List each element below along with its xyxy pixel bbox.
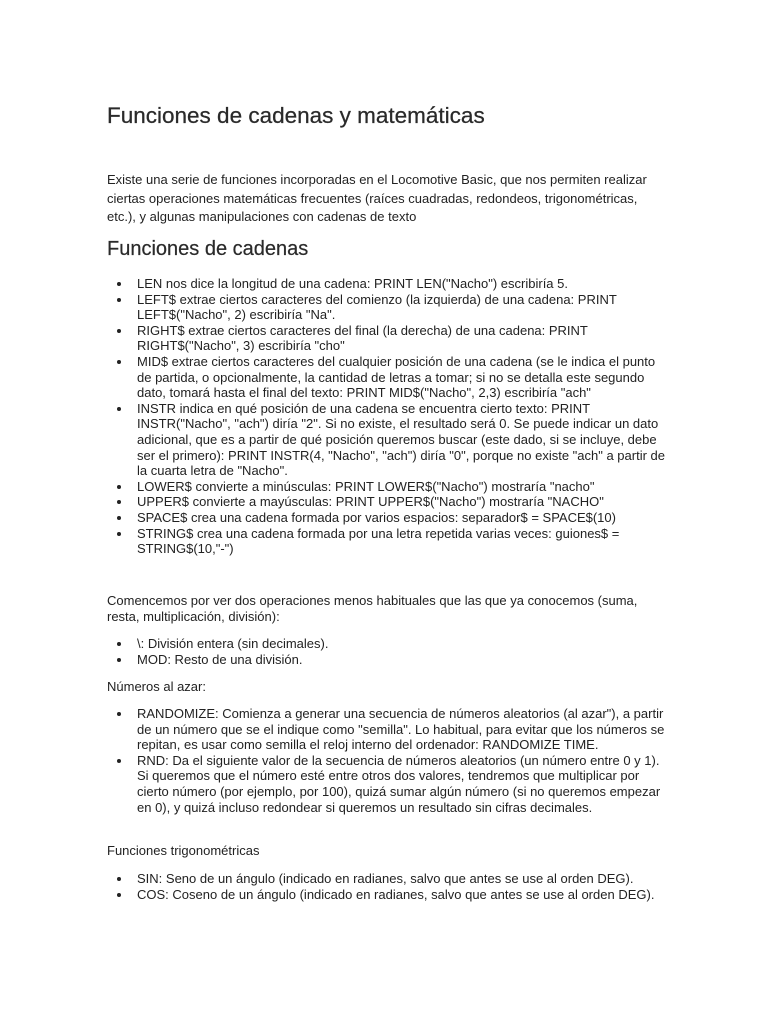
operations-list bbox=[107, 636, 667, 667]
list-item-text: LEFT$ extrae ciertos caracteres del comienzo (la izquierda) de una cadena: PRINT LEFT$("Nacho", 2) escribiría "Na". bbox=[137, 291, 617, 323]
list-item-text: COS: Coseno de un ángulo (indicado en radianes, salvo que antes se use al orden DEG). bbox=[137, 886, 655, 902]
random-label: Números al azar: bbox=[107, 679, 206, 694]
bullet-icon bbox=[117, 485, 121, 489]
bullet-icon bbox=[117, 658, 121, 662]
list-item-text: \: División entera (sin decimales). bbox=[137, 636, 329, 651]
list-item-text: STRING$ crea una cadena formada por una letra repetida varias veces: guiones$ = STRING$(10,"-") bbox=[137, 525, 620, 557]
list-item bbox=[107, 753, 667, 815]
list-item bbox=[107, 401, 667, 479]
bullet-icon bbox=[117, 360, 121, 364]
list-item-text: RIGHT$ extrae ciertos caracteres del final (la derecha) de una cadena: PRINT RIGHT$("Nacho", 3) escribiría "cho" bbox=[137, 322, 588, 354]
trig-label: Funciones trigonométricas bbox=[107, 843, 260, 858]
list-item bbox=[107, 323, 667, 354]
list-item-text: LEN nos dice la longitud de una cadena: PRINT LEN("Nacho") escribiría 5. bbox=[137, 276, 568, 291]
list-item bbox=[107, 479, 667, 495]
string-functions-list bbox=[107, 276, 667, 557]
page-title: Funciones de cadenas y matemáticas bbox=[107, 103, 485, 128]
trig-functions-list bbox=[107, 871, 667, 902]
bullet-icon bbox=[117, 532, 121, 536]
list-item bbox=[107, 706, 667, 753]
list-item-text: INSTR indica en qué posición de una cadena se encuentra cierto texto: PRINT INSTR("Nacho", "ach") diría "2". Si no existe, el resultado será 0. Se puede indicar un dato adicional, que es a partir de qué posición queremos buscar (este dado, si se incluye, debe ser el primero): PRINT INSTR(4, "Nacho", "ach") diría "0", porque no existe "ach" a partir de la cuarta letra de "Nacho". bbox=[137, 400, 665, 479]
bullet-icon bbox=[117, 298, 121, 302]
list-item bbox=[107, 636, 667, 652]
list-item-text: MID$ extrae ciertos caracteres del cualquier posición de una cadena (se le indica el punto de partida, o opcionalmente, la cantidad de letras a tomar; si no se detalla este segundo dato, tomará hasta el final del texto: PRINT MID$("Nacho", 2,3) escribiría "ach" bbox=[137, 353, 656, 401]
operations-intro-paragraph: Comencemos por ver dos operaciones menos habituales que las que ya conocemos (suma, resta, multiplicación, división): bbox=[107, 593, 638, 624]
intro-paragraph: Existe una serie de funciones incorporadas en el Locomotive Basic, que nos permiten realizar ciertas operaciones matemáticas frecuentes (raíces cuadradas, redondeos, trigonométricas, etc.), y algunas manipulaciones con cadenas de texto bbox=[107, 172, 647, 224]
bullet-icon bbox=[117, 407, 121, 411]
list-item bbox=[107, 887, 667, 903]
bullet-icon bbox=[117, 500, 121, 504]
bullet-icon bbox=[117, 282, 121, 286]
bullet-icon bbox=[117, 893, 121, 897]
bullet-icon bbox=[117, 642, 121, 646]
list-item-text: UPPER$ convierte a mayúsculas: PRINT UPPER$("Nacho") mostraría "NACHO" bbox=[137, 494, 604, 510]
bullet-icon bbox=[117, 516, 121, 520]
list-item-text: RND: Da el siguiente valor de la secuencia de números aleatorios (un número entre 0 y 1). Si queremos que el número esté entre otros dos valores, tendremos que multiplicar por cierto número (por ejemplo, por 100), quizá sumar algún número (si no queremos empezar en 0), y quizá incluso redondear si queremos un resultado sin cifras decimales. bbox=[137, 752, 661, 815]
random-functions-list bbox=[107, 706, 667, 815]
list-item-text: LOWER$ convierte a minúsculas: PRINT LOWER$("Nacho") mostraría "nacho" bbox=[137, 478, 595, 494]
list-item-text: MOD: Resto de una división. bbox=[137, 651, 303, 667]
bullet-icon bbox=[117, 759, 121, 763]
list-item-text: SPACE$ crea una cadena formada por varios espacios: separador$ = SPACE$(10) bbox=[137, 509, 616, 525]
list-item bbox=[107, 276, 667, 292]
list-item bbox=[107, 354, 667, 401]
list-item bbox=[107, 292, 667, 323]
section-heading-strings: Funciones de cadenas bbox=[107, 238, 309, 260]
list-item bbox=[107, 526, 667, 557]
list-item-text: RANDOMIZE: Comienza a generar una secuencia de números aleatorios (al azar"), a partir de un número que se el indique como "semilla". Lo habitual, para evitar que los números se repitan, es usar como semilla el reloj interno del ordenador: RANDOMIZE TIME. bbox=[137, 706, 665, 753]
bullet-icon bbox=[117, 329, 121, 333]
list-item bbox=[107, 871, 667, 887]
list-item bbox=[107, 652, 667, 668]
bullet-icon bbox=[117, 877, 121, 881]
list-item-text: SIN: Seno de un ángulo (indicado en radianes, salvo que antes se use al orden DEG). bbox=[137, 871, 634, 886]
bullet-icon bbox=[117, 712, 121, 716]
list-item bbox=[107, 510, 667, 526]
list-item bbox=[107, 494, 667, 510]
